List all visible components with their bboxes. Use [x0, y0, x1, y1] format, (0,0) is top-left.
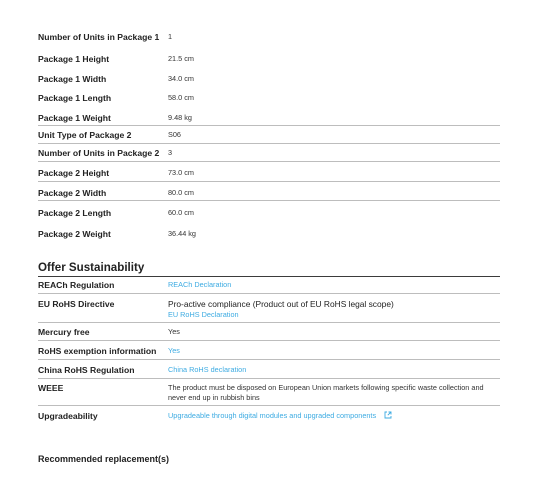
- spec-value: 1: [168, 32, 173, 41]
- row-divider: [38, 161, 500, 162]
- spec-label: WEEE: [38, 383, 64, 393]
- spec-value: 60.0 cm: [168, 208, 194, 217]
- section-rule: [38, 276, 500, 277]
- spec-label: Package 2 Length: [38, 208, 112, 218]
- spec-label: Package 2 Width: [38, 188, 107, 198]
- spec-value: S06: [168, 130, 181, 139]
- spec-label: Mercury free: [38, 327, 90, 337]
- spec-label: Package 1 Height: [38, 54, 110, 64]
- section-title: Offer Sustainability: [38, 261, 145, 274]
- spec-label: EU RoHS Directive: [38, 299, 115, 309]
- spec-label: Number of Units in Package 1: [38, 32, 160, 42]
- spec-value: 21.5 cm: [168, 54, 194, 63]
- eu-rohs-declaration-link[interactable]: EU RoHS Declaration: [168, 310, 239, 319]
- spec-value: 58.0 cm: [168, 93, 194, 102]
- row-divider: [38, 125, 500, 126]
- reach-declaration-link[interactable]: REACh Declaration: [168, 280, 232, 289]
- spec-label: China RoHS Regulation: [38, 365, 135, 375]
- spec-label: Upgradeability: [38, 411, 98, 421]
- spec-value: Yes: [168, 327, 180, 336]
- row-divider: [38, 405, 500, 406]
- row-divider: [38, 143, 500, 144]
- spec-label: Number of Units in Package 2: [38, 148, 160, 158]
- spec-label: Package 1 Length: [38, 93, 112, 103]
- recommended-replacement-title: Recommended replacement(s): [38, 454, 170, 464]
- spec-label: RoHS exemption information: [38, 346, 157, 356]
- row-divider: [38, 293, 500, 294]
- external-link-icon[interactable]: [384, 411, 392, 419]
- spec-value: 80.0 cm: [168, 188, 194, 197]
- row-divider: [38, 200, 500, 201]
- spec-label: REACh Regulation: [38, 280, 115, 290]
- spec-value: 34.0 cm: [168, 74, 194, 83]
- row-divider: [38, 322, 500, 323]
- spec-label: Package 1 Weight: [38, 113, 111, 123]
- upgradeability-value: [168, 411, 392, 420]
- spec-value: 9.48 kg: [168, 113, 192, 122]
- row-divider: [38, 181, 500, 182]
- spec-value: 73.0 cm: [168, 168, 194, 177]
- rohs-exemption-link[interactable]: Yes: [168, 346, 180, 355]
- row-divider: [38, 340, 500, 341]
- spec-value: The product must be disposed on European Union markets following specific waste collection and: [168, 383, 484, 392]
- spec-value: Pro-active compliance (Product out of EU RoHS legal scope): [168, 299, 394, 309]
- spec-label: Package 2 Height: [38, 168, 110, 178]
- spec-value: 36.44 kg: [168, 229, 196, 238]
- spec-label: Package 2 Weight: [38, 229, 111, 239]
- row-divider: [38, 378, 500, 379]
- spec-value: never end up in rubbish bins: [168, 393, 260, 402]
- spec-value: 3: [168, 148, 173, 157]
- spec-label: Unit Type of Package 2: [38, 130, 132, 140]
- upgradeability-link[interactable]: Upgradeable through digital modules and upgraded components: [168, 411, 377, 420]
- china-rohs-declaration-link[interactable]: China RoHS declaration: [168, 365, 247, 374]
- spec-label: Package 1 Width: [38, 74, 107, 84]
- row-divider: [38, 359, 500, 360]
